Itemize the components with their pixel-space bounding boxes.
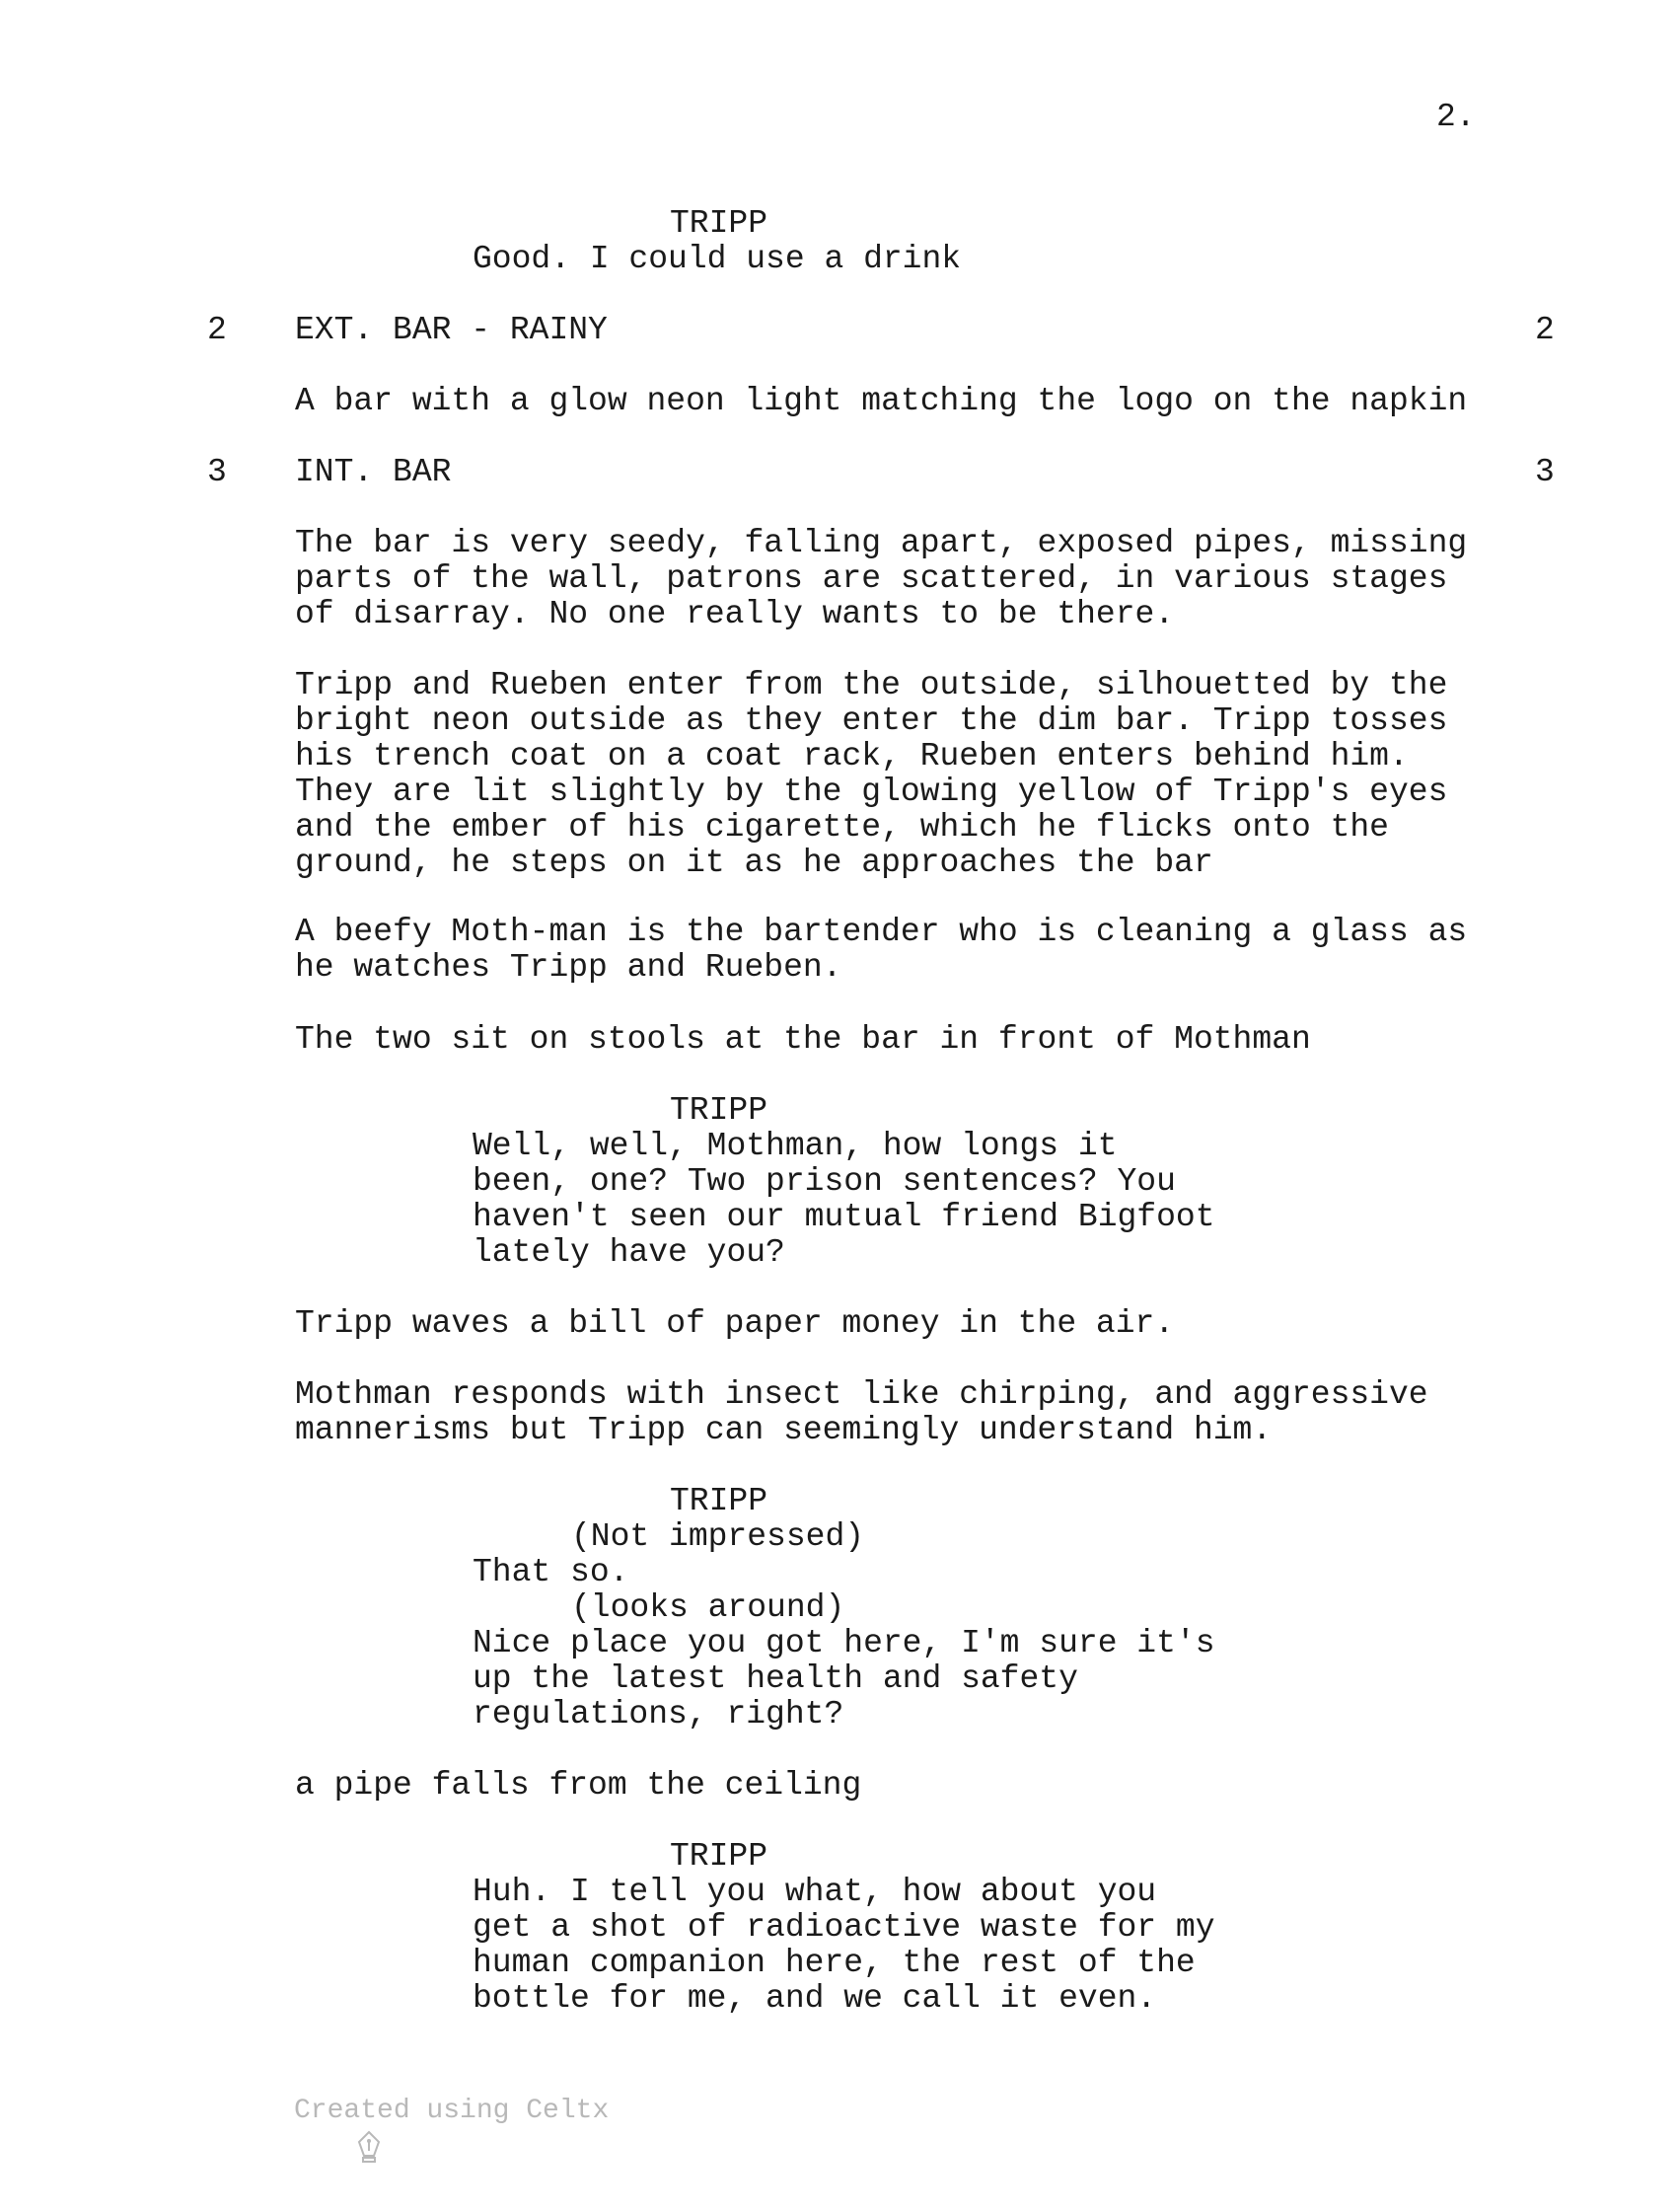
parenthetical: (looks around) bbox=[571, 1589, 845, 1626]
page-number: 2. bbox=[1436, 99, 1476, 135]
dialogue: Huh. I tell you what, how about you get a shot of radioactive waste for my human companion here, the rest of the bottle for me, and we call it even. bbox=[473, 1874, 1215, 2017]
action-line: Tripp and Rueben enter from the outside, silhouetted by the bright neon outside as they enter the dim bar. Tripp tosses his trench coat on a coat rack, Rueben enters behind him. They are lit slightly by the glowing yellow of Tripp's eyes and the ember of his cigarette, which he flicks onto the ground, he steps on it as he approaches the bar bbox=[295, 667, 1448, 881]
celtx-footer bbox=[255, 2094, 609, 2129]
character-cue: TRIPP bbox=[670, 205, 768, 242]
parenthetical: (Not impressed) bbox=[571, 1518, 865, 1555]
action-line: Mothman responds with insect like chirping, and aggressive mannerisms but Tripp can seemingly understand him. bbox=[295, 1376, 1428, 1448]
scene-number-left: 2 bbox=[207, 312, 227, 348]
pen-nib-icon bbox=[255, 2094, 284, 2129]
character-cue: TRIPP bbox=[670, 1483, 768, 1519]
action-line: The bar is very seedy, falling apart, exposed pipes, missing parts of the wall, patrons are scattered, in various stages of disarray. No one really wants to be there. bbox=[295, 525, 1468, 632]
action-line: A bar with a glow neon light matching the logo on the napkin bbox=[295, 383, 1468, 419]
character-cue: TRIPP bbox=[670, 1838, 768, 1875]
action-line: A beefy Moth-man is the bartender who is cleaning a glass as he watches Tripp and Rueben. bbox=[295, 914, 1468, 986]
action-line: a pipe falls from the ceiling bbox=[295, 1767, 862, 1804]
dialogue: Well, well, Mothman, how longs it been, one? Two prison sentences? You haven't seen our mutual friend Bigfoot lately have you? bbox=[473, 1128, 1215, 1271]
dialogue: Good. I could use a drink bbox=[473, 241, 962, 277]
dialogue: Nice place you got here, I'm sure it's up the latest health and safety regulations, right? bbox=[473, 1625, 1215, 1733]
character-cue: TRIPP bbox=[670, 1092, 768, 1129]
dialogue: That so. bbox=[473, 1554, 629, 1590]
footer-text: Created using Celtx bbox=[294, 2096, 610, 2126]
scene-number-right: 3 bbox=[1535, 454, 1555, 490]
scene-heading: INT. BAR bbox=[295, 454, 452, 490]
scene-number-right: 2 bbox=[1535, 312, 1555, 348]
scene-heading: EXT. BAR - RAINY bbox=[295, 312, 608, 348]
action-line: The two sit on stools at the bar in front of Mothman bbox=[295, 1021, 1311, 1058]
scene-number-left: 3 bbox=[207, 454, 227, 490]
action-line: Tripp waves a bill of paper money in the air. bbox=[295, 1305, 1175, 1342]
